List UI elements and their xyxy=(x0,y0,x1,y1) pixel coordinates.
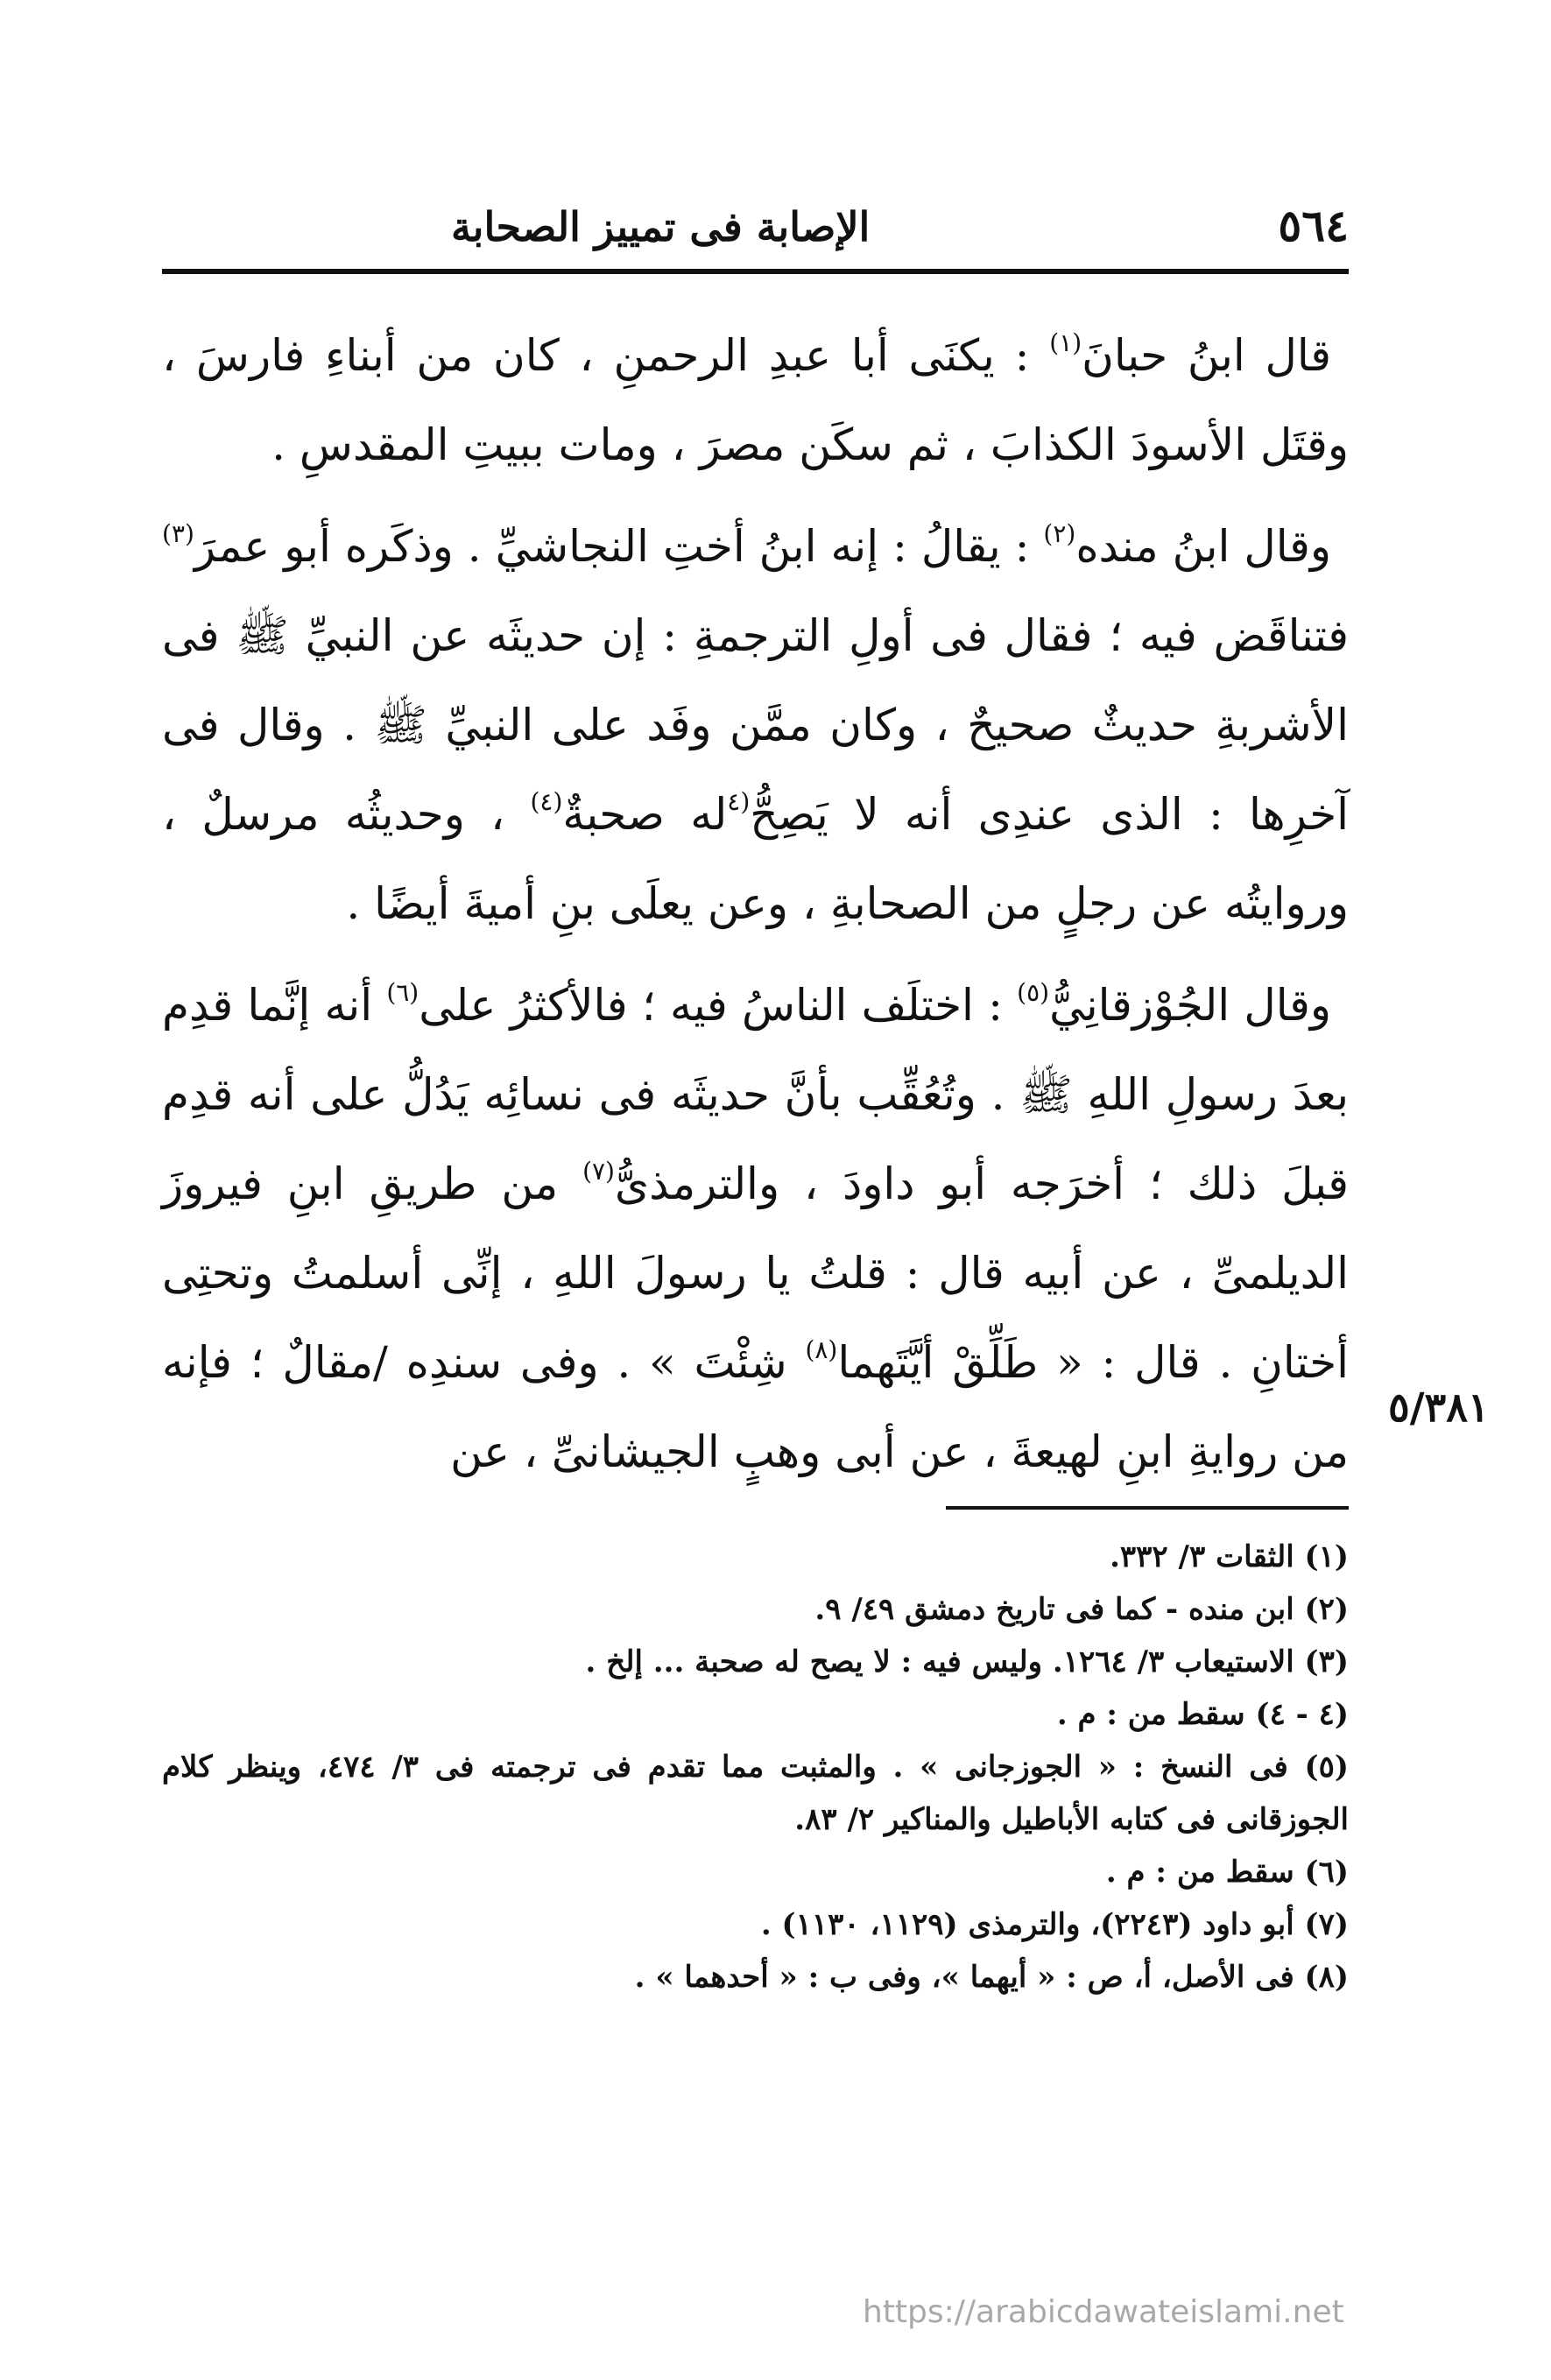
footnote-4: (٤ - ٤) سقط من : م . xyxy=(1056,1697,1349,1732)
footnote-ref-2: (٢) xyxy=(1043,519,1076,548)
text-run: ، وحديثُه مرسلٌ ، وروايتُه عن رجلٍ من الصحابةِ ، وعن يعلَى بنِ أميةَ أيضًا . xyxy=(162,789,1349,929)
text-run: شِئْتَ » . وفى سندِه /مقالٌ ؛ فإنه من روايةِ ابنِ لهيعةَ ، عن أبى وهبٍ الجيشانىِّ ، عن xyxy=(162,1337,1349,1477)
footnote-1: (١) الثقات ٣/ ٣٣٢. xyxy=(1110,1539,1349,1574)
paragraph-1 xyxy=(162,311,1349,489)
footnote-ref-8: (٨) xyxy=(805,1335,838,1364)
margin-reference: ٥/٣٨١ xyxy=(1388,1384,1490,1431)
footnote-8: (٨) فى الأصل، أ، ص : « أيهما »، وفى ب : « أحدهما » . xyxy=(634,1960,1349,1995)
footnote-7: (٧) أبو داود (٢٢٤٣)، والترمذى (١١٢٩، ١١٣٠) . xyxy=(760,1907,1349,1942)
header-rule xyxy=(162,269,1349,274)
footnote-ref-6: (٦) xyxy=(386,978,419,1007)
text-run: وقال الجُوْزقانِيُّ xyxy=(1049,980,1331,1031)
footnotes xyxy=(162,1531,1349,2003)
text-run: : يكنَى أبا عبدِ الرحمنِ ، كان من أبناءِ فارسَ ، وقتَل الأسودَ الكذابَ ، ثم سكَن مصرَ ، ومات ببيتِ المقدسِ . xyxy=(162,330,1349,470)
footnote-ref-5: (٥) xyxy=(1017,978,1050,1007)
page-number: ٥٦٤ xyxy=(1278,200,1349,251)
footnote-ref-7: (٧) xyxy=(582,1157,615,1186)
text-run: وقال ابنُ منده xyxy=(1075,521,1332,572)
paragraph-3 xyxy=(162,961,1349,1496)
text-run: من طريقِ ابنِ فيروزَ الديلمىِّ ، عن أبيه قال : قلتُ يا رسولَ اللهِ ، إنِّى أسلمتُ وتحتِى أختانِ . قال : « طَلِّقْ أيَّتَهما xyxy=(162,1158,1349,1388)
footnote-2: (٢) ابن منده - كما فى تاريخ دمشق ٤٩/ ٩. xyxy=(814,1592,1349,1627)
footnote-ref-4-close: (٤) xyxy=(530,787,563,816)
footnote-ref-3: (٣) xyxy=(162,519,194,548)
footnote-5: (٥) فى النسخ : « الجوزجانى » . والمثبت مما تقدم فى ترجمته فى ٣/ ٤٧٤، وينظر كلام الجوزقانى فى كتابه الأباطيل والمناكير ٢/ ٨٣. xyxy=(162,1750,1349,1837)
footnote-6: (٦) سقط من : م . xyxy=(1105,1855,1349,1890)
running-title: الإصابة فى تمييز الصحابة xyxy=(451,203,871,250)
footnote-rule xyxy=(946,1506,1349,1510)
text-run: : اختلَف الناسُ فيه ؛ فالأكثرُ على xyxy=(419,980,1018,1031)
watermark: https://arabicdawateislami.net xyxy=(863,2294,1344,2330)
text-run: أنه إنَّما قدِم بعدَ رسولِ اللهِ ﷺ . وتُعُقِّب بأنَّ حديثَه فى نسائِه يَدُلُّ على أنه قدِم قبلَ ذلك ؛ أخرَجه أبو داودَ ، والترمذىُّ xyxy=(162,980,1350,1209)
page-header xyxy=(162,200,1349,261)
text-run: فتناقَض فيه ؛ فقال فى أولِ الترجمةِ : إن حديثَه عن النبيِّ ﷺ فى الأشربةِ حديثٌ صحيحٌ ، وكان ممَّن وفَد على النبيِّ ﷺ . وقال فى آخرِها : الذى عندِى أنه لا يَصِحُّ xyxy=(162,610,1350,840)
footnote-3: (٣) الاستيعاب ٣/ ١٢٦٤. وليس فيه : لا يصح له صحبة ... إلخ . xyxy=(585,1644,1349,1679)
text-run: قال ابنُ حبانَ xyxy=(1082,330,1331,381)
text-run: له صحبةٌ xyxy=(562,789,728,840)
paragraph-2 xyxy=(162,502,1349,948)
footnote-ref-4-open: (٤ xyxy=(727,787,751,816)
text-run: : يقالُ : إنه ابنُ أختِ النجاشيِّ . وذكَره أبو عمرَ xyxy=(194,521,1044,572)
main-text xyxy=(162,311,1349,1509)
footnote-ref-1: (١) xyxy=(1049,328,1082,357)
